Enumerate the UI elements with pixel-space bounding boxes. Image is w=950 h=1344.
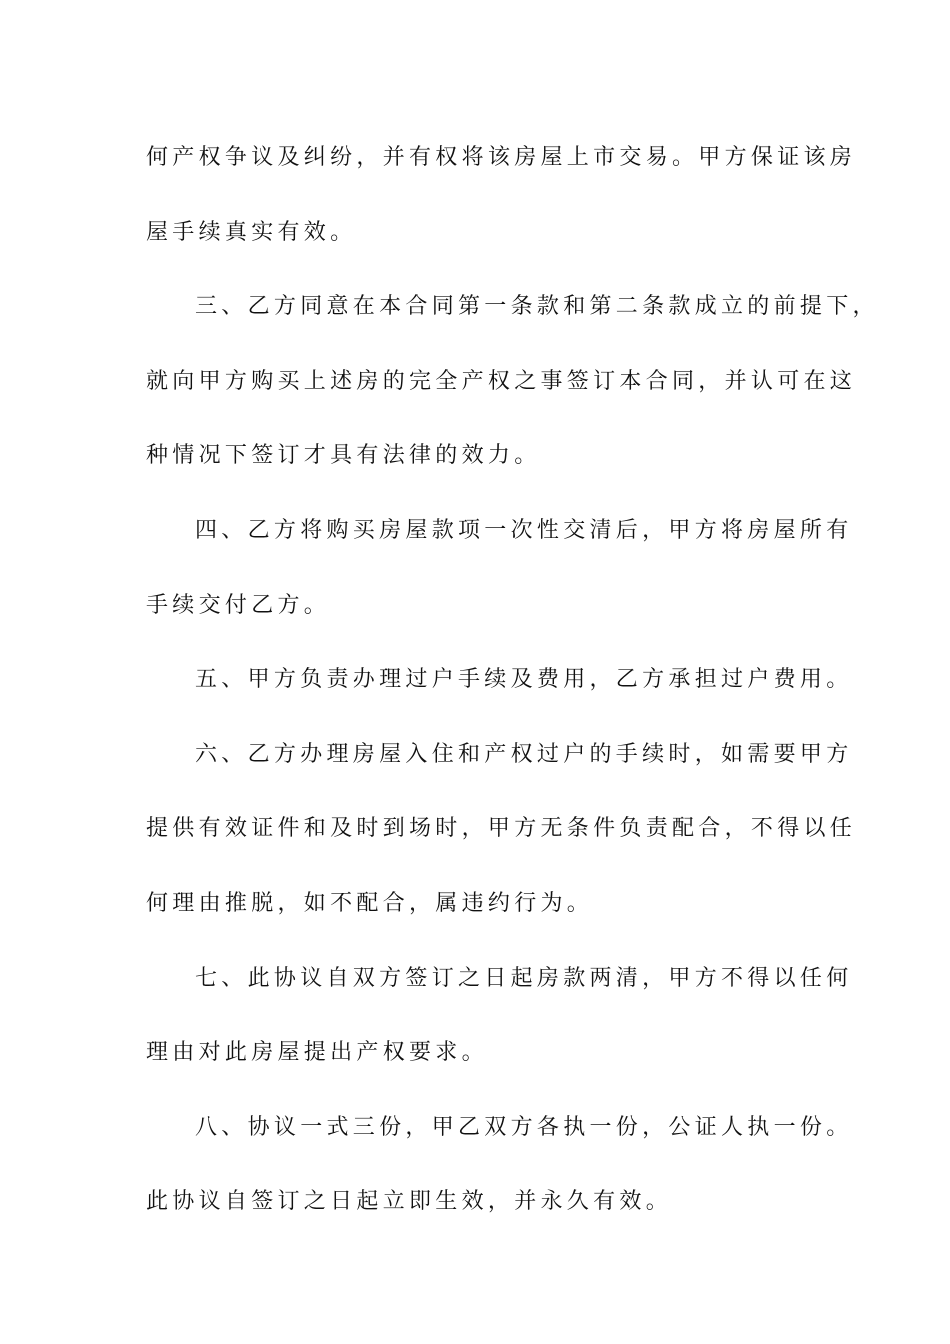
- text-line: 屋手续真实有效。: [146, 219, 357, 245]
- clause-three-line: 三、乙方同意在本合同第一条款和第二条款成立的前提下，: [195, 294, 879, 320]
- contract-body: [146, 126, 879, 1245]
- text-line: 此协议自签订之日起立即生效，并永久有效。: [146, 1189, 673, 1215]
- text-line: 理由对此房屋提出产权要求。: [146, 1040, 488, 1066]
- text-line: 何理由推脱，如不配合，属违约行为。: [146, 890, 594, 916]
- clause-eight-line: 八、协议一式三份，甲乙双方各执一份，公证人执一份。: [195, 1114, 853, 1140]
- clause-four-line: 四、乙方将购买房屋款项一次性交清后，甲方将房屋所有: [195, 517, 853, 543]
- clause-five-line: 五、甲方负责办理过户手续及费用，乙方承担过户费用。: [195, 667, 853, 693]
- clause-seven-line: 七、此协议自双方签订之日起房款两清，甲方不得以任何: [195, 965, 853, 991]
- text-line: 手续交付乙方。: [146, 592, 331, 618]
- text-line: 何产权争议及纠纷，并有权将该房屋上市交易。甲方保证该房: [146, 145, 857, 170]
- text-line: 种情况下签订才具有法律的效力。: [146, 443, 541, 469]
- text-line: 就向甲方购买上述房的完全产权之事签订本合同，并认可在这: [146, 368, 857, 394]
- clause-six-line: 六、乙方办理房屋入住和产权过户的手续时，如需要甲方: [195, 741, 853, 767]
- text-line: 提供有效证件和及时到场时，甲方无条件负责配合，不得以任: [146, 816, 857, 842]
